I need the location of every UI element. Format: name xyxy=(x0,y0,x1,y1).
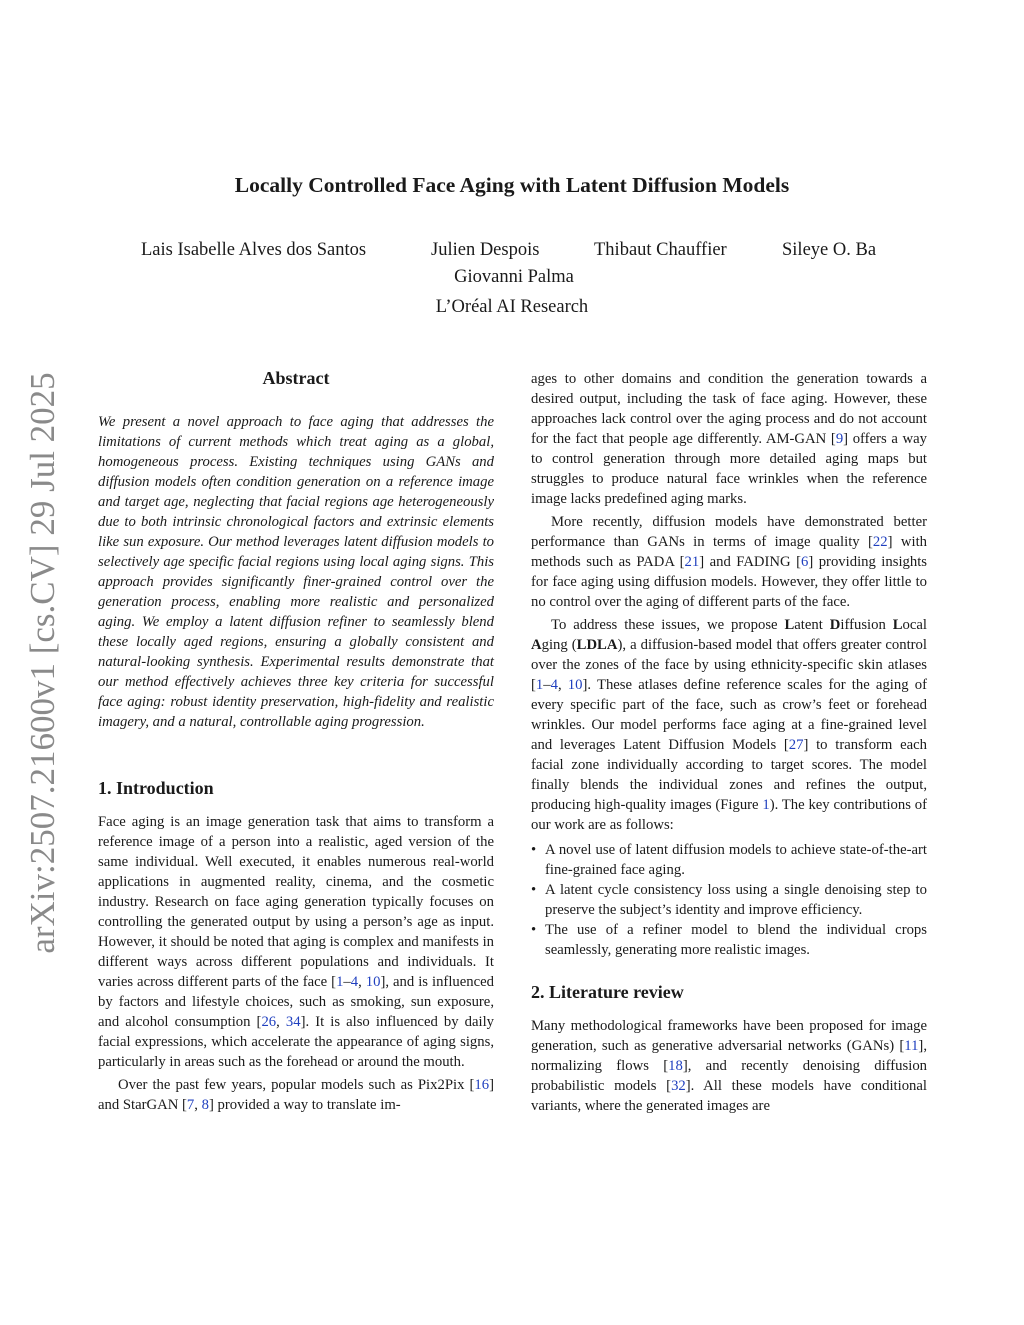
citation-link[interactable]: 11 xyxy=(904,1038,919,1054)
section-heading-introduction: 1. Introduction xyxy=(98,778,214,798)
citation-link[interactable]: 26 xyxy=(261,1014,277,1030)
citation-link[interactable]: 18 xyxy=(668,1058,683,1074)
right-column xyxy=(531,369,927,1116)
bullet-icon: • xyxy=(531,842,537,858)
paragraph: To address these issues, we propose Latent Diffusion Local Aging (LDLA), a diffusion-based model that offers greater control over the zones of the face by using ethnicity-specific skin atlases [1–4, 10]. These atlases define reference scales for the aging of every specific part of the face, such as crow’s feet or forehead wrinkles. Our model performs face aging at a fine-grained level and leverages Latent Diffusion Models [27] to transform each facial zone individually according to target scores. The model finally blends the individual zones and refines the output, producing high-quality images (Figure 1). The key contributions of our work are as follows: xyxy=(531,617,927,833)
list-item: • The use of a refiner model to blend the individual crops seamlessly, generating more realistic images. xyxy=(531,922,927,958)
citation-link[interactable]: 16 xyxy=(474,1077,490,1093)
paragraph-continuation: ages to other domains and condition the generation towards a desired output, including the task of face aging. However, these approaches lack control over the aging process and do not account for the fact that people age differently. AM-GAN [9] offers a way to control generation through more detailed aging maps but struggles to produce natural face wrinkles when the reference image lacks predefined aging marks. xyxy=(531,371,927,507)
citation-link[interactable]: 21 xyxy=(684,554,700,570)
citation-link[interactable]: 34 xyxy=(285,1014,301,1030)
paragraph: Face aging is an image generation task that aims to transform a reference image of a person into a realistic, aged version of the same individual. Well executed, it enables numerous real-world applications in augmented reality, cinema, and the cosmetic industry. Research on face aging generation typically focuses on controlling the generated output by using a person’s age as input. However, it should be noted that aging is complex and manifests in different ways across different populations and individuals. It varies across different parts of the face [1–4, 10], and is influenced by factors and lifestyle choices, such as smoking, sun exposure, and alcohol consumption [26, 34]. It is also influenced by daily facial expressions, which accelerate the appearance of aging signs, particularly in areas such as the forehead or around the mouth. xyxy=(98,814,495,1070)
citation-link[interactable]: 27 xyxy=(788,737,804,753)
author-name: Julien Despois xyxy=(431,240,540,260)
section-heading-literature-review: 2. Literature review xyxy=(531,982,684,1002)
left-column xyxy=(98,366,494,1115)
citation-link[interactable]: 7 xyxy=(186,1097,195,1113)
author-name: Lais Isabelle Alves dos Santos xyxy=(141,240,367,260)
abstract-text: We present a novel approach to face aging that addresses the limitations of current methods which treat aging as a global, homogeneous process. Existing techniques using GANs and diffusion models often condition generation on a reference image and target age, neglecting that facial regions age heterogeneously due to both intrinsic chronological factors and extrinsic elements like sun exposure. Our method leverages latent diffusion models to selectively age specific facial regions using local aging signs. This approach provides significantly finer-grained control over the generation process, enabling more realistic and personalized aging. We employ a latent diffusion refiner to seamlessly blend these locally aged regions, ensuring a globally consistent and natural-looking synthesis. Experimental results demonstrate that our method effectively achieves three key criteria for successful face aging: robust identity preservation, high-fidelity and realistic imagery, and a natural, controllable aging progression. xyxy=(98,414,494,730)
citation-link[interactable]: 32 xyxy=(671,1078,686,1094)
author-list xyxy=(0,240,1024,288)
citation-link[interactable]: 1 xyxy=(535,677,544,693)
figure-link[interactable]: 1 xyxy=(762,797,770,813)
paper-title: Locally Controlled Face Aging with Latent Diffusion Models xyxy=(234,173,790,197)
list-item: • A novel use of latent diffusion models to achieve state-of-the-art fine-grained face aging. xyxy=(531,842,927,878)
citation-link[interactable]: 4 xyxy=(550,677,558,693)
contributions-list xyxy=(531,840,927,960)
author-name: Giovanni Palma xyxy=(454,267,574,287)
arxiv-stamp: arXiv:2507.21600v1 [cs.CV] 29 Jul 2025 xyxy=(23,372,62,954)
author-name: Thibaut Chauffier xyxy=(594,240,727,260)
affiliation: L’Oréal AI Research xyxy=(435,297,589,317)
paragraph: More recently, diffusion models have demonstrated better performance than GANs in terms of image quality [22] with methods such as PADA [21] and FADING [6] providing insights for face aging using diffusion models. However, they offer little to no control over the aging of different parts of the face. xyxy=(531,514,928,610)
list-item: • A latent cycle consistency loss using a single denoising step to preserve the subject’s identity and improve efficiency. xyxy=(531,882,927,918)
author-name: Sileye O. Ba xyxy=(782,240,877,260)
paragraph: Many methodological frameworks have been proposed for image generation, such as generative adversarial networks (GANs) [11], normalizing flows [18], and recently denoising diffusion probabilistic models [32]. All these models have conditional variants, where the generated images are xyxy=(531,1018,928,1114)
bullet-icon: • xyxy=(531,882,537,898)
bullet-icon: • xyxy=(531,922,537,938)
paragraph: Over the past few years, popular models such as Pix2Pix [16] and StarGAN [7, 8] provided a way to translate im- xyxy=(98,1077,494,1113)
citation-link[interactable]: 4 xyxy=(350,974,359,990)
citation-link[interactable]: 10 xyxy=(567,677,583,693)
citation-link[interactable]: 8 xyxy=(201,1097,209,1113)
citation-link[interactable]: 6 xyxy=(801,554,809,570)
citation-link[interactable]: 9 xyxy=(835,431,844,447)
citation-link[interactable]: 22 xyxy=(872,534,888,550)
paragraph-continuation: ] provided a way to translate im- xyxy=(208,1097,401,1113)
citation-link[interactable]: 10 xyxy=(365,974,381,990)
citation-link[interactable]: 1 xyxy=(336,974,344,990)
abstract-heading: Abstract xyxy=(262,368,330,388)
